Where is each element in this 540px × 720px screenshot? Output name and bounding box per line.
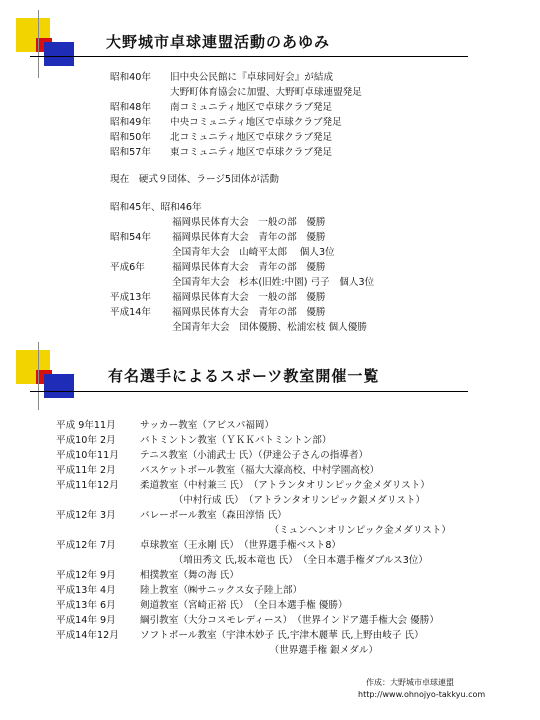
item-text: 東コミュニティ地区で卓球クラブ発足 xyxy=(170,147,333,158)
item-text: サッカー教室（アビスパ福岡） xyxy=(140,420,275,431)
item-date: 平成11年12月 xyxy=(56,480,119,491)
item-date: 平成12年 3月 xyxy=(56,510,116,521)
events-list xyxy=(56,418,526,658)
item-text: 北コミュニティ地区で卓球クラブ発足 xyxy=(170,132,333,143)
title-underline xyxy=(30,391,468,392)
item-text: バトミントン教室（ＹＫＫバトミントン部） xyxy=(140,435,332,446)
footer-url: http://www.ohnojyo-takkyu.com xyxy=(358,690,486,699)
item-date: 平成13年 xyxy=(110,292,151,303)
item-text: 全国青年大会 山崎平太郎 個人3位 xyxy=(172,247,335,258)
page-title: 大野城市卓球連盟活動のあゆみ xyxy=(106,33,331,51)
list-item xyxy=(110,230,510,245)
list-item xyxy=(56,598,526,613)
item-text: 大野町体育協会に加盟、大野町卓球連盟発足 xyxy=(170,87,362,98)
item-text: 中央コミュニティ地区で卓球クラブ発足 xyxy=(170,117,342,128)
item-text: 福岡県民体育大会 青年の部 優勝 xyxy=(172,262,326,273)
vertical-line xyxy=(38,342,39,410)
title-underline xyxy=(30,56,468,57)
item-text: テニス教室（小浦武士 氏）（伊達公子さんの指導者） xyxy=(140,450,369,461)
item-text: 全国青年大会 杉本(旧姓:中園) 弓子 個人3位 xyxy=(172,277,375,288)
list-item xyxy=(110,215,510,230)
list-item xyxy=(110,145,510,160)
item-date: 平成 9年11月 xyxy=(56,420,116,431)
item-date: 昭和57年 xyxy=(110,147,151,158)
list-item xyxy=(110,100,510,115)
item-date: 平成10年11月 xyxy=(56,450,119,461)
item-text: 全国青年大会 団体優勝、松浦宏枝 個人優勝 xyxy=(172,322,367,333)
item-text: 陸上教室（㈱サニックス女子陸上部） xyxy=(140,585,303,596)
item-date: 平成12年 7月 xyxy=(56,540,116,551)
item-date: 平成11年 2月 xyxy=(56,465,116,476)
section-title: 有名選手によるスポーツ教室開催一覧 xyxy=(108,367,380,385)
list-item xyxy=(56,568,526,583)
list-item xyxy=(110,305,510,320)
list-item xyxy=(110,245,510,260)
item-date: 平成14年 xyxy=(110,307,151,318)
item-text: （ミュンヘンオリンピック金メダリスト） xyxy=(140,525,452,536)
list-item xyxy=(110,320,510,335)
item-date: 平成13年 4月 xyxy=(56,585,116,596)
vertical-line xyxy=(38,10,39,78)
item-date: 昭和40年 xyxy=(110,72,151,83)
item-date: 平成6年 xyxy=(110,262,145,273)
item-date: 平成10年 2月 xyxy=(56,435,116,446)
item-date: 平成12年 9月 xyxy=(56,570,116,581)
list-item xyxy=(56,463,526,478)
history-list xyxy=(110,70,510,160)
list-item xyxy=(56,613,526,628)
current-status: 現在 硬式９団体、ラージ5団体が活動 xyxy=(110,174,280,185)
item-text: 福岡県民体育大会 青年の部 優勝 xyxy=(172,307,326,318)
list-item xyxy=(56,643,526,658)
list-item xyxy=(56,448,526,463)
list-item xyxy=(110,115,510,130)
item-date: 平成13年 6月 xyxy=(56,600,116,611)
list-item xyxy=(56,583,526,598)
item-text: バスケットボール教室（福大大濠高校、中村学園高校） xyxy=(140,465,380,476)
item-date: 昭和45年、昭和46年 xyxy=(110,202,202,213)
list-item xyxy=(56,523,526,538)
list-item xyxy=(56,553,526,568)
item-text: ソフトボール教室（宇津木妙子 氏,宇津木麗華 氏,上野由岐子 氏） xyxy=(140,630,424,641)
item-text: 相撲教室（舞の海 氏） xyxy=(140,570,239,581)
item-text: 柔道教室（中村兼三 氏） （アトランタオリンピック金メダリスト） xyxy=(140,480,430,491)
item-text: バレーボール教室（森田淳悟 氏） xyxy=(140,510,287,521)
list-item xyxy=(110,70,510,85)
item-text: （世界選手権 銀メダル） xyxy=(140,645,379,656)
item-text: （中村行成 氏） （アトランタオリンピック銀メダリスト） xyxy=(140,495,426,506)
list-item xyxy=(56,478,526,493)
item-text: 南コミュニティ地区で卓球クラブ発足 xyxy=(170,102,333,113)
item-text: 綱引教室（大分コスモレディース） （世界インドア選手権大会 優勝） xyxy=(140,615,439,626)
item-date: 昭和54年 xyxy=(110,232,151,243)
item-date: 昭和48年 xyxy=(110,102,151,113)
item-text: 剣道教室（宮崎正裕 氏） （全日本選手権 優勝） xyxy=(140,600,348,611)
blue-square xyxy=(44,42,74,66)
item-text: 福岡県民体育大会 一般の部 優勝 xyxy=(172,292,326,303)
item-date: 昭和50年 xyxy=(110,132,151,143)
list-item xyxy=(110,130,510,145)
list-item xyxy=(56,433,526,448)
item-text: （増田秀文 氏,坂本竜也 氏） （全日本選手権ダブルス3位） xyxy=(140,555,428,566)
footer-author: 作成：大野城市卓球連盟 xyxy=(366,678,454,687)
records-list xyxy=(110,200,510,335)
list-item xyxy=(56,538,526,553)
item-text: 旧中央公民館に『卓球同好会』が結成 xyxy=(170,72,334,83)
list-item xyxy=(110,85,510,100)
item-date: 昭和49年 xyxy=(110,117,151,128)
list-item xyxy=(56,508,526,523)
item-text: 卓球教室（王永剛 氏） （世界選手権ベスト8） xyxy=(140,540,342,551)
list-item xyxy=(110,290,510,305)
list-item xyxy=(110,260,510,275)
list-item xyxy=(56,628,526,643)
list-item xyxy=(110,200,510,215)
list-item xyxy=(56,418,526,433)
blue-square xyxy=(44,374,74,398)
list-item xyxy=(56,493,526,508)
item-text: 福岡県民体育大会 一般の部 優勝 xyxy=(172,217,326,228)
item-date: 平成14年 9月 xyxy=(56,615,116,626)
list-item xyxy=(110,275,510,290)
item-date: 平成14年12月 xyxy=(56,630,119,641)
item-text: 福岡県民体育大会 青年の部 優勝 xyxy=(172,232,326,243)
